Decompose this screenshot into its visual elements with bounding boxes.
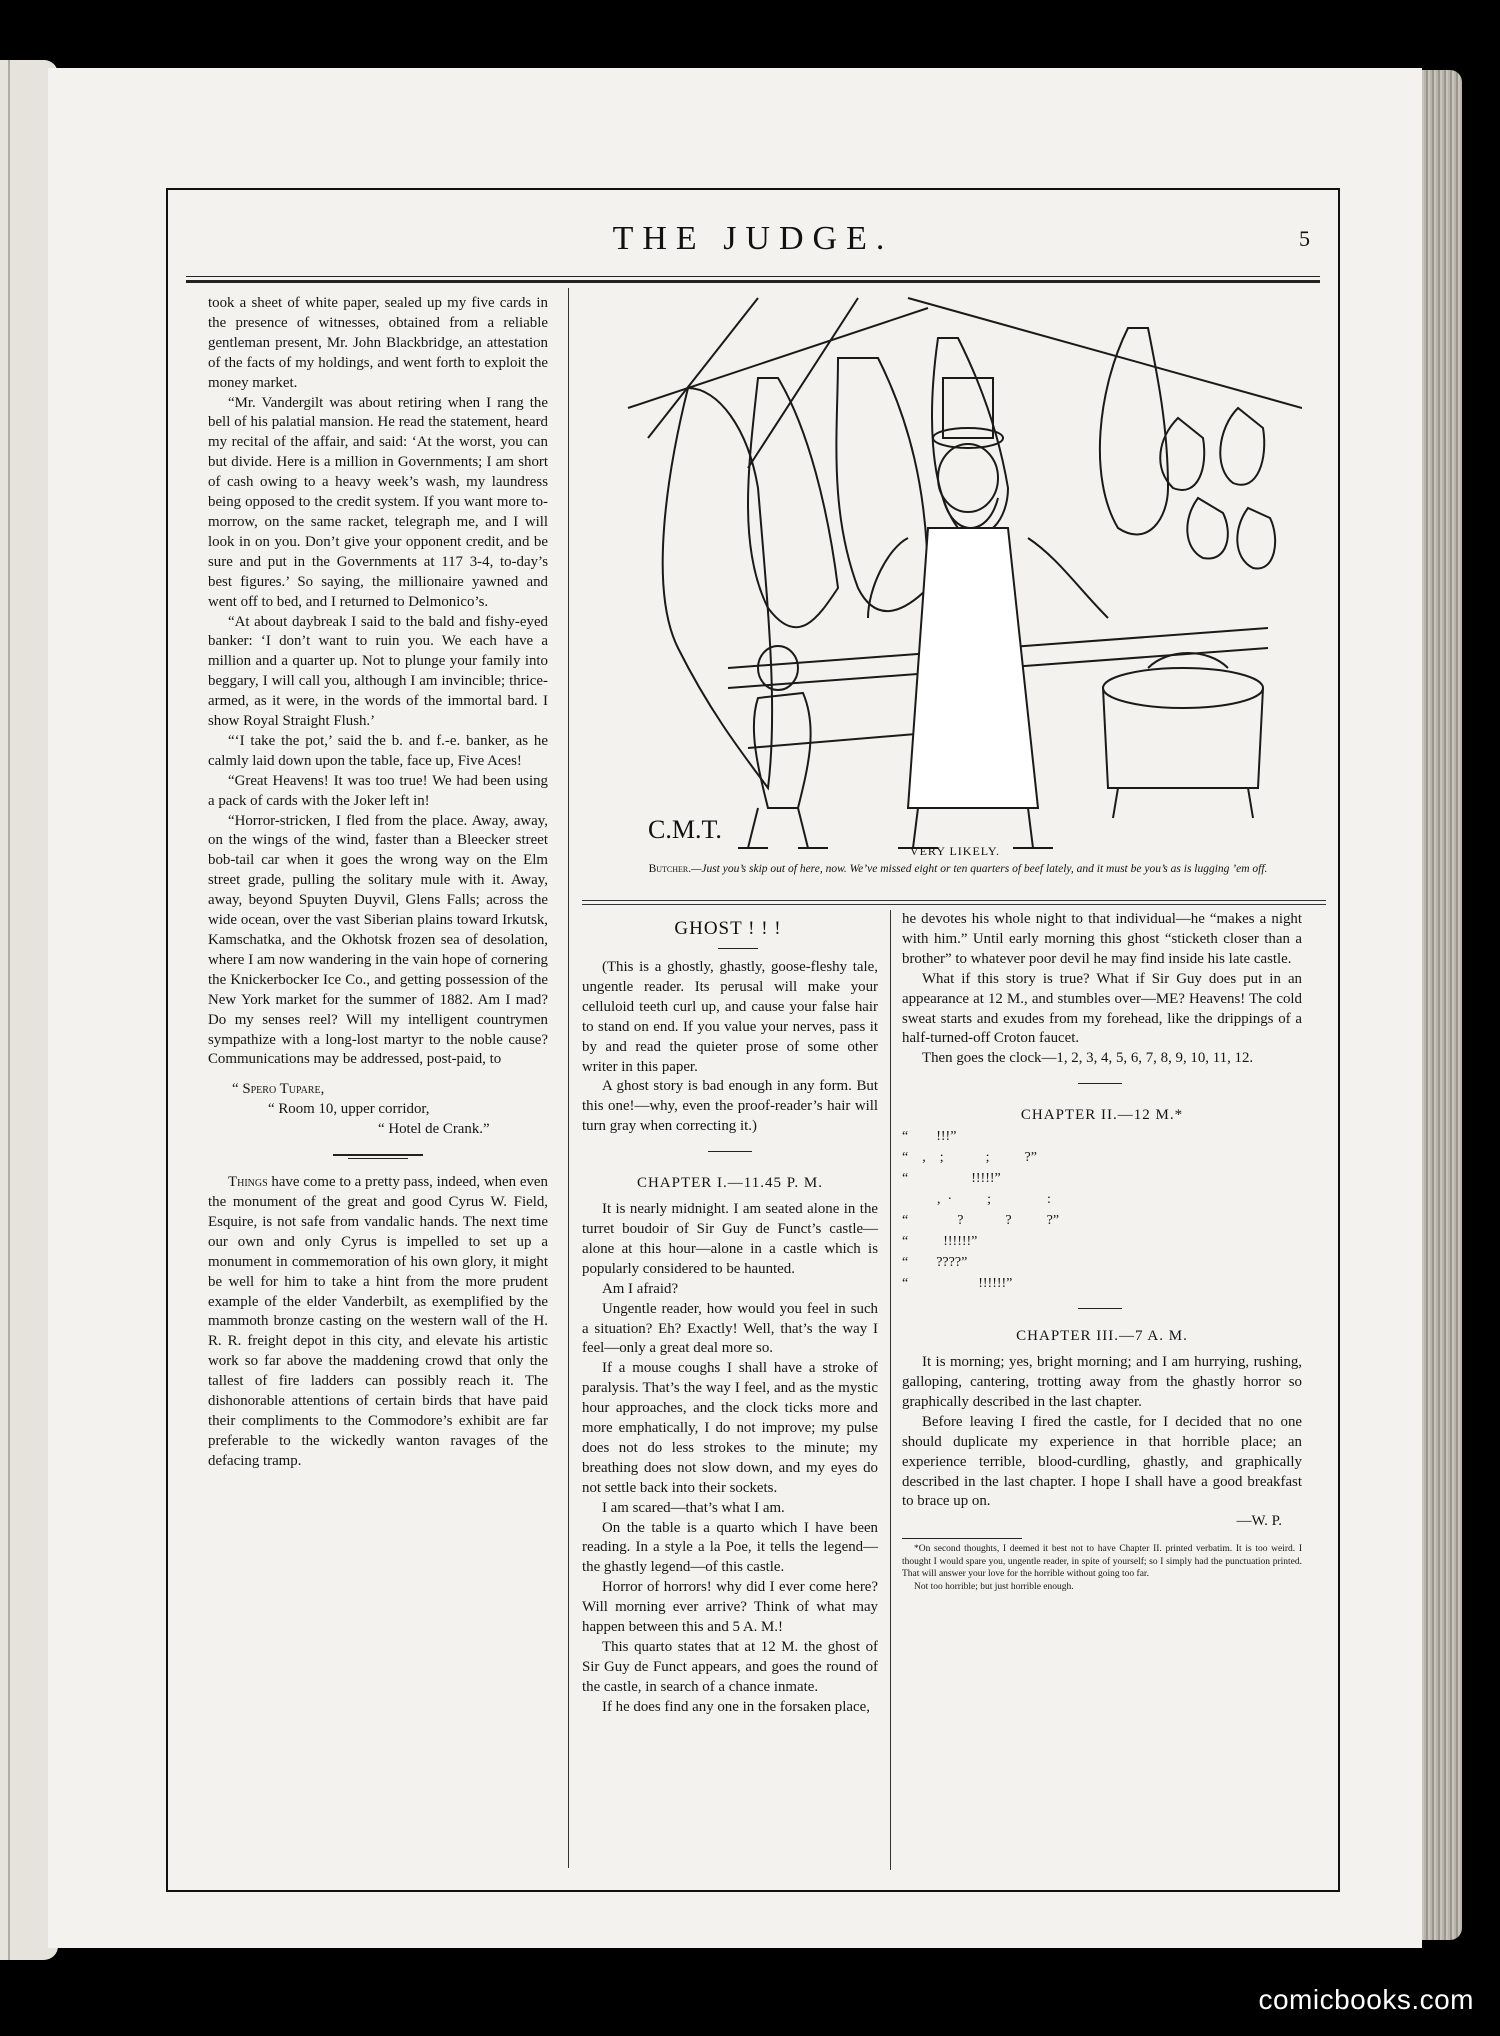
- page-number: 5: [1299, 226, 1310, 251]
- ghost-story-column: [582, 958, 878, 1718]
- punctuation-line: “ !!!”: [902, 1129, 957, 1145]
- paragraph: It is morning; yes, bright morning; and I am hurrying, rushing, galloping, cantering, trotting away from the ghastly horror so graphically described in the last chapter.: [902, 1354, 1302, 1410]
- monument-paragraph: [208, 1173, 548, 1472]
- paragraph: Am I afraid?: [602, 1280, 679, 1297]
- punctuation-line: “ ? ? ?”: [902, 1213, 1060, 1229]
- story-signature: —W. P.: [1236, 1513, 1282, 1530]
- caption-text: —Just you’s skip out of here, now. We’ve missed eight or ten quarters of beef lately, and it must be you’s as is lugging ’em off.: [691, 863, 1268, 875]
- punctuation-line: , · ; :: [902, 1192, 1051, 1208]
- left-column-story: [208, 294, 548, 1472]
- signature-line: “ Room 10, upper corridor,: [268, 1101, 430, 1118]
- signature-line: “ Hotel de Crank.”: [378, 1121, 490, 1138]
- punctuation-line: “ !!!!!!”: [902, 1276, 1013, 1292]
- paragraph: “Horror-stricken, I fled from the place. Away, away, on the wings of the wind, faster than a Bleecker street bob-tail car when it goes the wrong way on the Elm street grade, pulling the solitary mule with it. Away, away, beyond Spuyten Duyvil, Glens Falls; across the wide ocean, over the vast Siberian plains toward Irkutsk, Kamschatka, and the Okhotsk frozen sea of desolation, where I am now wandering in the vain hope of cornering the Knickerbocker Ice Co., and getting possession of the New York market for the summer of 1882. Am I mad? Do my senses reel? Will my intelligent countrymen sympathize with a long-lost martyr to the noble cause? Communications may be addressed, post-paid, to: [208, 812, 548, 1068]
- paragraph: “At about daybreak I said to the bald and fishy-eyed banker: ‘I don’t want to ruin you. We each have a million and a quarter up. Not to plunge your family into beggary, I will call you, although I am invincible; thrice-armed, as it were, in the words of the immortal bard. I show Royal Straight Flush.’: [208, 613, 548, 730]
- paragraph: On the table is a quarto which I have been reading. In a style a la Poe, it tells the legend—the ghastly legend—of this castle.: [582, 1519, 878, 1576]
- chapter-heading: CHAPTER I.—11.45 P. M.: [636, 1175, 824, 1192]
- illustration-title: VERY LIKELY.: [909, 844, 1001, 858]
- chapter-heading: CHAPTER II.—12 M.*: [1020, 1107, 1184, 1124]
- footnote-rule: [902, 1538, 1022, 1539]
- paragraph: he devotes his whole night to that individual—he “makes a night with him.” Until early morning this ghost “sticketh closer than a brother” to whatever poor devil he may find inside his late castle.: [902, 911, 1302, 967]
- paragraph: (This is a ghostly, ghastly, goose-fleshy tale, ungentle reader. Its perusal will make your celluloid teeth curl up, and cause your false hair to stand on end. If you value your nerves, pass it by and read the quieter prose of some other writer in this paper.: [582, 959, 878, 1075]
- chapter-rule: [1078, 1083, 1122, 1084]
- punctuation-line: “ !!!!!!”: [902, 1234, 978, 1250]
- section-rule: [582, 904, 1326, 905]
- paragraph: If a mouse coughs I shall have a stroke of paralysis. That’s the way I feel, and as the mystic hour approaches, and the clock ticks more and more emphatically, I do not improve; my pulse does not do less strokes to the minute; my breathing does not slow down, and my eyes do not settle back into their sockets.: [582, 1360, 878, 1496]
- paragraph: This quarto states that at 12 M. the ghost of Sir Guy de Funct appears, and goes the round of the castle, in search of a chance inmate.: [582, 1639, 878, 1695]
- chapter-rule: [708, 1151, 752, 1152]
- paragraph-text: have come to a pretty pass, indeed, when even the monument of the great and good Cyrus W. Field, Esquire, is not safe from vandalic hands. The next time our own and only Cyrus is impelled to set up a monument in commemoration of his own glory, it might be well for him to take a hint from the more prudent example of the elder Vanderbilt, as exemplified by the mammoth bronze casting on the western wall of the H. R. R. freight depot in this city, and elevate his artistic work so far above the maddening crowd that only the tallest of fire ladders can possibly reach it. The dishonorable attentions of certain birds that have paid their compliments to the Commodore’s exhibit are far preferable to the wickedly wanton ravages of the defacing tramp.: [208, 1174, 548, 1469]
- section-rule: [582, 900, 1326, 901]
- section-divider: [333, 1154, 423, 1156]
- paragraph: Ungentle reader, how would you feel in such a situation? Eh? Exactly! Well, that’s the way I feel—only a great deal more so.: [582, 1300, 878, 1357]
- paragraph: Horror of horrors! why did I ever come here? Will morning ever arrive? Think of what may happen between this and 5 A. M.!: [582, 1579, 878, 1636]
- masthead-title: THE JUDGE.: [612, 220, 894, 257]
- paragraph: It is nearly midnight. I am seated alone in the turret boudoir of Sir Guy de Funct’s castle—alone at this hour—alone in a castle which is popularly considered to be haunted.: [582, 1201, 878, 1277]
- ghost-title: GHOST ! ! !: [674, 918, 782, 939]
- footnote: [902, 1543, 1302, 1593]
- page-frame: [166, 188, 1340, 1892]
- ghost-story-continued: [902, 910, 1302, 1593]
- paragraph: “Great Heavens! It was too true! We had been using a pack of cards with the Joker left in!: [208, 772, 548, 809]
- caption-speaker: Butcher.: [648, 863, 692, 875]
- drop-lead: Things: [228, 1174, 268, 1191]
- artist-signature: C.M.T.: [648, 815, 722, 844]
- footnote-text: Not too horrible; but just horrible enough.: [914, 1581, 1074, 1592]
- paragraph: “‘I take the pot,’ said the b. and f.-e. banker, as he calmly laid down upon the table, face up, Five Aces!: [208, 732, 548, 769]
- paragraph: took a sheet of white paper, sealed up my five cards in the presence of witnesses, obtained from a reliable gentleman present, Mr. John Blackbridge, an attestation of the facts of my holdings, and went forth to exploit the money market.: [208, 295, 548, 391]
- paragraph: Then goes the clock—1, 2, 3, 4, 5, 6, 7, 8, 9, 10, 11, 12.: [922, 1050, 1254, 1067]
- title-rule: [718, 948, 758, 949]
- punctuation-line: “ ????”: [902, 1255, 968, 1271]
- signature-line: “ Spero Tupare,: [232, 1081, 325, 1098]
- butcher-illustration: [608, 288, 1302, 862]
- masthead-rule: [186, 276, 1320, 277]
- paragraph: A ghost story is bad enough in any form. But this one!—why, even the proof-reader’s hair will turn gray when correcting it.): [582, 1078, 878, 1135]
- column-rule: [568, 288, 569, 1868]
- watermark: comicbooks.com: [1258, 1984, 1474, 2015]
- paragraph: If he does find any one in the forsaken place,: [602, 1698, 870, 1715]
- paragraph: I am scared—that’s what I am.: [602, 1499, 785, 1516]
- chapter-heading: CHAPTER III.—7 A. M.: [1016, 1328, 1188, 1345]
- section-divider: [348, 1158, 408, 1159]
- footnote-text: *On second thoughts, I deemed it best not to have Chapter II. printed verbatim. It is too weird. I thought I would spare you, ungentle reader, in spite of yourself; so I simply had the punctuation printed. That will answer your love for the horrible without going too far.: [902, 1544, 1302, 1580]
- column-rule: [890, 910, 891, 1870]
- punctuation-line: “ !!!!!”: [902, 1171, 1001, 1187]
- paragraph: Before leaving I fired the castle, for I decided that no one should duplicate my experience in that horrible place; an experience terrible, blood-curdling, ghastly, and graphically described in the last chapter. I hope I shall have a good breakfast to brace up on.: [902, 1413, 1302, 1510]
- paragraph: “Mr. Vandergilt was about retiring when I rang the bell of his palatial mansion. He read the statement, heard my recital of the affair, and said: ‘At the worst, you can but divide. Here is a million in Governments; I am short of cash owing to a heavy week’s wash, my laundress being opposed to the credit system. If you want more to-morrow, on the same racket, telegraph me, and I will look in on you. Don’t give your opponent credit, and be sure and put in the Governments at 117 3-4, to-day’s best figures.’ So saying, the millionaire yawned and went off to bed, and I returned to Delmonico’s.: [208, 394, 548, 610]
- paragraph: What if this story is true? What if Sir Guy does put in an appearance at 12 M., and stumbles over—ME? Heavens! The cold sweat starts and exudes from my forehead, like the drippings of a half-turned-off Croton faucet.: [902, 970, 1302, 1047]
- illustration-caption: [628, 862, 1288, 876]
- chapter-rule: [1078, 1308, 1122, 1309]
- magazine-page: [48, 68, 1422, 1948]
- masthead-rule-thick: [186, 280, 1320, 283]
- punctuation-line: “ , ; ; ?”: [902, 1150, 1037, 1166]
